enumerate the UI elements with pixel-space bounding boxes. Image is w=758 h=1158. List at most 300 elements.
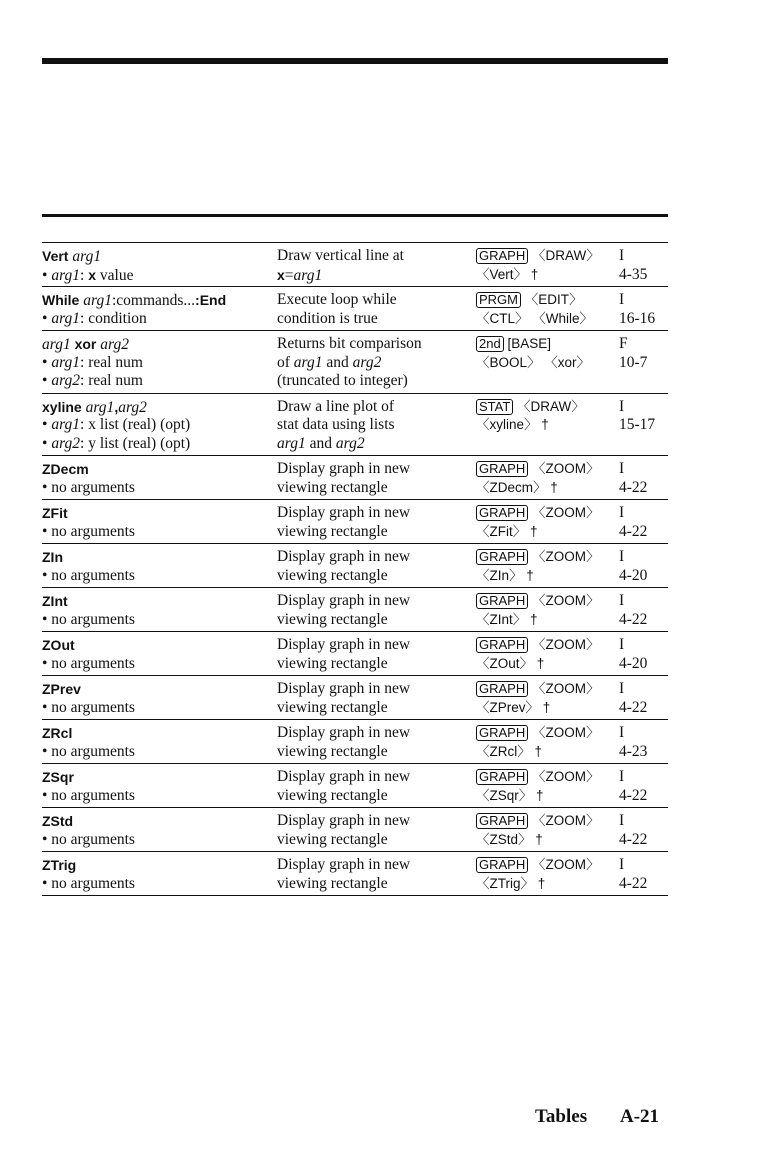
keyword-text: xor	[74, 336, 101, 352]
cell-line	[42, 812, 135, 831]
keyword-text: ZTrig	[42, 857, 77, 873]
menu-path-text: 〈xyline〉 †	[476, 417, 549, 432]
reference-cell	[619, 680, 647, 717]
keystrokes-cell	[476, 504, 599, 541]
table-row	[42, 455, 668, 499]
cell-line: 10-7	[619, 353, 648, 371]
cell-line	[42, 504, 135, 523]
reference-cell	[619, 592, 647, 629]
menu-path-text: 〈ZOOM〉	[528, 725, 600, 740]
description-cell	[277, 460, 410, 497]
cell-line: 4-35	[619, 265, 648, 283]
cell-line: I	[619, 680, 625, 697]
menu-path-text: 〈ZOOM〉	[528, 769, 600, 784]
menu-path-text: 〈EDIT〉	[521, 292, 583, 307]
reference-cell	[619, 548, 647, 585]
cell-line	[277, 372, 422, 391]
plain-text: viewing rectangle	[277, 786, 388, 804]
argument-text: arg1	[293, 353, 323, 371]
cell-line	[277, 504, 410, 523]
cell-line	[476, 636, 599, 655]
cell-line	[42, 699, 135, 718]
calculator-key: GRAPH	[476, 681, 528, 697]
keystrokes-cell	[476, 856, 599, 893]
cell-line	[42, 398, 190, 417]
cell-line	[476, 291, 593, 310]
cell-line	[42, 787, 135, 806]
argument-text: arg2	[100, 336, 129, 353]
calculator-key: GRAPH	[476, 813, 528, 829]
description-cell	[277, 856, 410, 893]
reference-cell	[619, 636, 647, 673]
cell-line	[476, 416, 585, 435]
plain-text: Display graph in new	[277, 856, 411, 873]
reference-cell	[619, 247, 647, 284]
cell-line	[476, 831, 599, 850]
cell-line	[42, 655, 135, 674]
cell-line	[42, 372, 143, 391]
top-rule	[42, 58, 668, 64]
syntax-cell	[42, 812, 135, 849]
cell-line	[277, 812, 410, 831]
menu-path-text: 〈ZOOM〉	[528, 461, 600, 476]
plain-text: viewing rectangle	[277, 698, 388, 716]
syntax-cell	[42, 291, 226, 328]
cell-line	[277, 548, 410, 567]
plain-text: Display graph in new	[277, 504, 411, 521]
plain-text: =	[284, 266, 294, 284]
keyword-text: ZStd	[42, 813, 74, 829]
plain-text: •	[42, 266, 52, 284]
argument-text: arg2	[51, 434, 81, 452]
cell-line: 4-22	[619, 874, 648, 892]
plain-text: Display graph in new	[277, 592, 411, 609]
cell-line: 4-22	[619, 522, 648, 540]
syntax-cell	[42, 460, 135, 497]
plain-text: •	[42, 416, 52, 433]
cell-line	[277, 592, 410, 611]
cell-line: I	[619, 548, 625, 565]
reference-cell	[619, 504, 647, 541]
plain-text: • no arguments	[42, 874, 135, 892]
syntax-cell	[42, 856, 135, 893]
cell-line	[277, 768, 410, 787]
reference-cell	[619, 335, 647, 372]
menu-path-text: 〈ZOOM〉	[528, 637, 600, 652]
plain-text: Display graph in new	[277, 548, 411, 565]
plain-text: Display graph in new	[277, 724, 411, 741]
plain-text: viewing rectangle	[277, 610, 388, 628]
menu-path-text: 〈Vert〉 †	[476, 266, 539, 282]
keyword-text: ZOut	[42, 637, 75, 653]
menu-path-text: 〈ZOut〉 †	[476, 655, 545, 671]
description-cell	[277, 680, 410, 717]
keystrokes-cell	[476, 768, 599, 805]
menu-path-text: 〈DRAW〉	[528, 248, 600, 263]
menu-path-text: 〈ZTrig〉 †	[476, 875, 546, 891]
plain-text: •	[42, 434, 52, 452]
keystrokes-cell	[476, 247, 600, 284]
cell-line	[476, 504, 599, 523]
footer-page-number: A-21	[620, 1106, 660, 1127]
reference-cell	[619, 856, 647, 893]
menu-path-text: 〈BOOL〉 〈xor〉	[476, 354, 591, 370]
plain-text: • no arguments	[42, 698, 135, 716]
cell-line: 16-16	[619, 309, 656, 327]
cell-line	[476, 592, 599, 611]
plain-text: : y list (real) (opt)	[80, 434, 191, 452]
plain-text: value	[96, 266, 134, 284]
menu-path-text: 〈CTL〉 〈While〉	[476, 310, 594, 326]
syntax-cell	[42, 592, 135, 629]
cell-line	[476, 724, 599, 743]
cell-line	[277, 291, 397, 310]
keystrokes-cell	[476, 636, 599, 673]
cell-line	[476, 548, 599, 567]
table-row	[42, 499, 668, 543]
argument-text: arg1	[293, 266, 323, 284]
menu-path-text: 〈ZOOM〉	[528, 857, 600, 872]
description-cell	[277, 291, 397, 328]
plain-text: condition is true	[277, 309, 378, 327]
cell-line	[42, 743, 135, 762]
cell-line	[476, 875, 599, 894]
plain-text: Draw a line plot of	[277, 397, 395, 415]
argument-text: arg1	[85, 398, 115, 416]
cell-line: 4-22	[619, 786, 648, 804]
table-top-rule	[42, 214, 668, 217]
cell-line: I	[619, 768, 625, 785]
table-row	[42, 330, 668, 393]
table-row	[42, 286, 668, 330]
argument-text: arg1	[51, 309, 81, 327]
description-cell	[277, 812, 410, 849]
cell-line	[277, 335, 422, 354]
description-cell	[277, 724, 410, 761]
plain-text: Execute loop while	[277, 291, 397, 308]
calculator-key: STAT	[476, 399, 513, 415]
cell-line: 4-22	[619, 698, 648, 716]
syntax-cell	[42, 636, 135, 673]
cell-line	[476, 479, 599, 498]
cell-line	[42, 247, 133, 266]
reference-cell	[619, 398, 655, 435]
menu-path-text: 〈ZPrev〉 †	[476, 699, 551, 715]
reference-cell	[619, 460, 647, 497]
table-row	[42, 242, 668, 286]
menu-path-text: 〈ZRcl〉 †	[476, 743, 543, 759]
cell-line	[277, 636, 410, 655]
table-row	[42, 675, 668, 719]
keyword-text: ZIn	[42, 549, 63, 565]
keyword-text: ZInt	[42, 593, 68, 609]
plain-text: viewing rectangle	[277, 742, 388, 760]
cell-line	[42, 523, 135, 542]
argument-text: arg2	[335, 434, 365, 452]
cell-line	[42, 266, 133, 285]
keyword-text: ZPrev	[42, 681, 81, 697]
reference-cell	[619, 768, 647, 805]
table-row	[42, 587, 668, 631]
keyword-text: Vert	[42, 248, 73, 264]
cell-line: I	[619, 504, 625, 521]
menu-path-text: 〈ZFit〉 †	[476, 523, 538, 539]
cell-line	[277, 856, 410, 875]
reference-cell	[619, 291, 655, 328]
plain-text: of	[277, 353, 294, 371]
description-cell	[277, 768, 410, 805]
cell-line	[42, 831, 135, 850]
cell-line	[277, 523, 410, 542]
plain-text: • no arguments	[42, 742, 135, 760]
argument-text: arg2	[352, 353, 382, 371]
keystrokes-cell	[476, 680, 599, 717]
reference-cell	[619, 724, 647, 761]
keyword-text: :End	[195, 292, 227, 308]
cell-line	[277, 398, 395, 417]
description-cell	[277, 398, 395, 454]
argument-text: arg1	[277, 434, 306, 452]
plain-text: Draw vertical line at	[277, 247, 404, 264]
table-row	[42, 631, 668, 675]
cell-line	[42, 724, 135, 743]
keyword-text: ZDecm	[42, 461, 89, 477]
footer-section-title: Tables	[535, 1106, 588, 1127]
menu-path-text: 〈ZOOM〉	[528, 593, 600, 608]
reference-cell	[619, 812, 647, 849]
plain-text: :	[80, 266, 89, 284]
plain-text: and	[305, 434, 336, 452]
cell-line	[42, 548, 135, 567]
cell-line	[277, 875, 410, 894]
cell-line	[476, 567, 599, 586]
argument-text: arg1	[42, 336, 75, 353]
cell-line	[42, 435, 190, 454]
plain-text: Display graph in new	[277, 680, 411, 697]
keyword-text: ZSqr	[42, 769, 74, 785]
table-row	[42, 393, 668, 456]
cell-line: 4-20	[619, 566, 648, 584]
plain-text: viewing rectangle	[277, 566, 388, 584]
calculator-key: GRAPH	[476, 549, 528, 565]
keystrokes-cell	[476, 335, 590, 372]
keystrokes-cell	[476, 291, 593, 328]
cell-line	[42, 567, 135, 586]
plain-text: Returns bit comparison	[277, 335, 422, 352]
cell-line: I	[619, 856, 625, 873]
cell-line	[42, 460, 135, 479]
cell-line	[476, 812, 599, 831]
cell-line	[476, 335, 590, 354]
argument-text: arg2	[118, 398, 147, 416]
cell-line	[476, 699, 599, 718]
argument-text: arg1	[51, 266, 81, 284]
cell-line: I	[619, 724, 625, 741]
keystrokes-cell	[476, 460, 599, 497]
table-row	[42, 763, 668, 807]
menu-path-text: 〈ZOOM〉	[528, 549, 600, 564]
description-cell	[277, 592, 410, 629]
keystrokes-cell	[476, 724, 599, 761]
cell-line	[476, 743, 599, 762]
cell-line	[476, 787, 599, 806]
cell-line	[476, 856, 599, 875]
cell-line	[277, 479, 410, 498]
menu-path-text: 〈ZInt〉 †	[476, 611, 538, 627]
cell-line	[277, 655, 410, 674]
cell-line	[42, 592, 135, 611]
cell-line	[476, 398, 585, 417]
cell-line	[42, 875, 135, 894]
cell-line: 4-22	[619, 610, 648, 628]
cell-line	[42, 680, 135, 699]
keyword-text: ZFit	[42, 505, 68, 521]
cell-line	[476, 768, 599, 787]
table-row	[42, 719, 668, 763]
plain-text: viewing rectangle	[277, 874, 388, 892]
cell-line	[277, 611, 410, 630]
syntax-cell	[42, 398, 190, 454]
plain-text: viewing rectangle	[277, 478, 388, 496]
calculator-key: GRAPH	[476, 248, 528, 264]
plain-text: : x list (real) (opt)	[80, 416, 191, 433]
description-cell	[277, 335, 422, 391]
plain-text: : real num	[80, 372, 143, 389]
cell-line: I	[619, 247, 625, 264]
syntax-cell	[42, 335, 143, 391]
cell-line	[476, 310, 593, 329]
argument-text: arg1	[83, 292, 112, 309]
keyword-text: ,	[114, 398, 119, 415]
plain-text: • no arguments	[42, 522, 135, 540]
cell-line	[476, 523, 599, 542]
cell-line	[277, 266, 404, 285]
cell-line: 4-23	[619, 742, 648, 760]
cell-line	[277, 354, 422, 373]
argument-text: arg1	[72, 248, 102, 265]
cell-line	[277, 831, 410, 850]
cell-line	[476, 460, 599, 479]
plain-text: • no arguments	[42, 830, 135, 848]
calculator-key: GRAPH	[476, 505, 528, 521]
cell-line	[277, 680, 410, 699]
calculator-key: 2nd	[476, 336, 504, 352]
plain-text: Display graph in new	[277, 636, 411, 653]
cell-line	[277, 247, 404, 266]
keyword-text: x	[88, 266, 97, 283]
plain-text: : real num	[80, 353, 143, 371]
syntax-cell	[42, 680, 135, 717]
menu-path-text: 〈ZIn〉 †	[476, 567, 534, 583]
plain-text: • no arguments	[42, 566, 135, 584]
description-cell	[277, 636, 410, 673]
cell-line	[476, 655, 599, 674]
cell-line: 4-20	[619, 654, 648, 672]
plain-text: • no arguments	[42, 786, 135, 804]
plain-text: : condition	[80, 309, 147, 327]
menu-path-text: 〈ZOOM〉	[528, 681, 600, 696]
calculator-key: GRAPH	[476, 461, 528, 477]
cell-line	[42, 335, 143, 354]
cell-line: 15-17	[619, 416, 656, 433]
menu-path-text: 〈ZOOM〉	[528, 813, 600, 828]
calculator-key: GRAPH	[476, 857, 528, 873]
cell-line: I	[619, 592, 625, 609]
table-row	[42, 807, 668, 851]
plain-text: • no arguments	[42, 610, 135, 628]
calculator-key: GRAPH	[476, 769, 528, 785]
menu-path-text: 〈ZSqr〉 †	[476, 787, 544, 803]
cell-line	[42, 611, 135, 630]
syntax-cell	[42, 724, 135, 761]
cell-line	[476, 611, 599, 630]
syntax-cell	[42, 504, 135, 541]
syntax-cell	[42, 247, 133, 284]
calculator-key: PRGM	[476, 292, 521, 308]
calculator-key: GRAPH	[476, 593, 528, 609]
description-cell	[277, 247, 404, 284]
plain-text: Display graph in new	[277, 460, 411, 477]
keystrokes-cell	[476, 592, 599, 629]
menu-path-text: 〈ZStd〉 †	[476, 831, 543, 847]
keystrokes-cell	[476, 812, 599, 849]
cell-line	[277, 435, 395, 454]
keyword-text: ZRcl	[42, 725, 73, 741]
cell-line	[42, 479, 135, 498]
cell-line: I	[619, 291, 625, 308]
plain-text: •	[42, 353, 52, 371]
cell-line: 4-22	[619, 830, 648, 848]
cell-line	[42, 416, 190, 435]
plain-text: viewing rectangle	[277, 522, 388, 540]
calculator-key: GRAPH	[476, 725, 528, 741]
cell-line	[277, 310, 397, 329]
plain-text: (truncated to integer)	[277, 372, 408, 389]
cell-line	[42, 354, 143, 373]
cell-line	[42, 856, 135, 875]
cell-line	[42, 291, 226, 310]
description-cell	[277, 504, 410, 541]
table-row	[42, 851, 668, 896]
syntax-cell	[42, 548, 135, 585]
plain-text: •	[42, 372, 52, 389]
plain-text: • no arguments	[42, 478, 135, 496]
cell-line: 4-22	[619, 478, 648, 496]
keystrokes-cell	[476, 548, 599, 585]
function-reference-table	[42, 242, 668, 896]
menu-path-text: 〈DRAW〉	[513, 398, 585, 414]
cell-line	[277, 743, 410, 762]
keyword-text: xyline	[42, 398, 86, 415]
plain-text: viewing rectangle	[277, 654, 388, 672]
plain-text: and	[322, 353, 353, 371]
argument-text: arg2	[51, 372, 81, 389]
cell-line	[42, 636, 135, 655]
plain-text: • no arguments	[42, 654, 135, 672]
cell-line	[277, 787, 410, 806]
cell-line	[277, 460, 410, 479]
plain-text: stat data using lists	[277, 416, 395, 433]
keyword-text: While	[42, 292, 84, 308]
menu-path-text: [BASE]	[503, 336, 551, 351]
keystrokes-cell	[476, 398, 585, 435]
cell-line: I	[619, 460, 625, 477]
cell-line	[277, 416, 395, 435]
keyword-text: x	[277, 266, 285, 283]
cell-line	[277, 699, 410, 718]
cell-line	[42, 768, 135, 787]
syntax-cell	[42, 768, 135, 805]
